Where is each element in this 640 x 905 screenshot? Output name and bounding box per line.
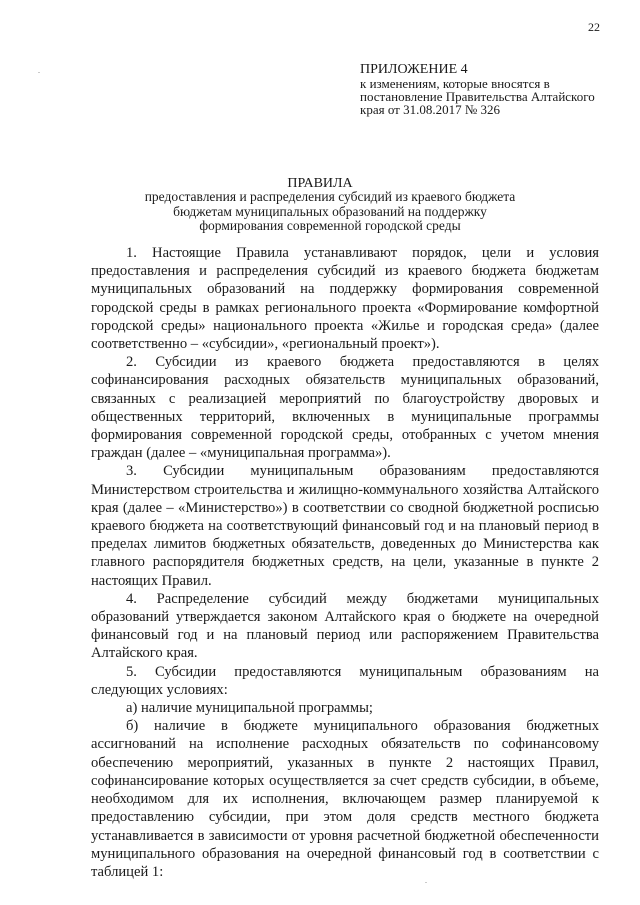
scan-speck: . (425, 876, 427, 885)
annex-block (360, 62, 610, 116)
scan-speck: . (38, 66, 40, 75)
annex-title: ПРИЛОЖЕНИЕ 4 (360, 62, 468, 77)
annex-text: к изменениям, которые вносятся в постановление Правительства Алтайского края от 31.08.2017 № 326 (360, 76, 595, 117)
paragraph-5a: а) наличие муниципальной программы; (126, 700, 373, 717)
paragraph-3: 3. Субсидии муниципальным образованиям предоставляются Министерством строительства и жилищно-коммунального хозяйства Алтайского края (далее – «Министерство») в соответствии со сводной бюджетной росписью краевого бюджета на соответствующий финансовый год и на плановый период в пределах лимитов бюджетных обязательств, доведенных до Министерства как главного распорядителя бюджетных средств, на цели, указанные в пункте 2 настоящих Правил. (91, 463, 599, 589)
paragraph-4: 4. Распределение субсидий между бюджетами муниципальных образований утверждается законом Алтайского края о бюджете на очередной финансовый год и на плановый период или распоряжением Правительства Алтайского края. (91, 590, 599, 662)
document-body (91, 244, 599, 881)
paragraph-2: 2. Субсидии из краевого бюджета предоставляются в целях софинансирования расходных обязательств муниципальных образований, связанных с реализацией мероприятий по благоустройству дворовых и общественных территорий, включенных в муниципальные программы формирования современной городской среды, отобранных с учетом мнения граждан (далее – «муниципальная программа»). (91, 354, 599, 462)
page-number: 22 (588, 20, 600, 34)
paragraph-5: 5. Субсидии предоставляются муниципальным образованиям на следующих условиях: (91, 663, 599, 698)
rules-heading: ПРАВИЛА (287, 176, 353, 191)
paragraph-5b: б) наличие в бюджете муниципального образования бюджетных ассигнований на исполнение расходных обязательств по софинансовому обеспечению мероприятий, указанных в пункте 2 настоящих Правил, софинансирование которых осуществляется за счет средств субсидии, в объеме, необходимом для их исполнения, включающем размер планируемой к предоставлению субсидии, при этом доля средств местного бюджета устанавливается в зависимости от уровня расчетной бюджетной обеспеченности муниципального образования на очередной финансовый год в соответствии с таблицей 1: (91, 718, 599, 880)
paragraph-1: 1. Настоящие Правила устанавливают порядок, цели и условия предоставления и распределения субсидий из краевого бюджета бюджетам муниципальных образований на поддержку формирования современной городской среды в рамках регионального проекта «Формирование комфортной городской среды» национального проекта «Жилье и городская среда» (далее соответственно – «субсидии», «региональный проект»). (91, 245, 599, 353)
rules-subtitle: предоставления и распределения субсидий из краевого бюджета бюджетам муниципальных образований на поддержку формирования современной городской среды (144, 189, 516, 233)
